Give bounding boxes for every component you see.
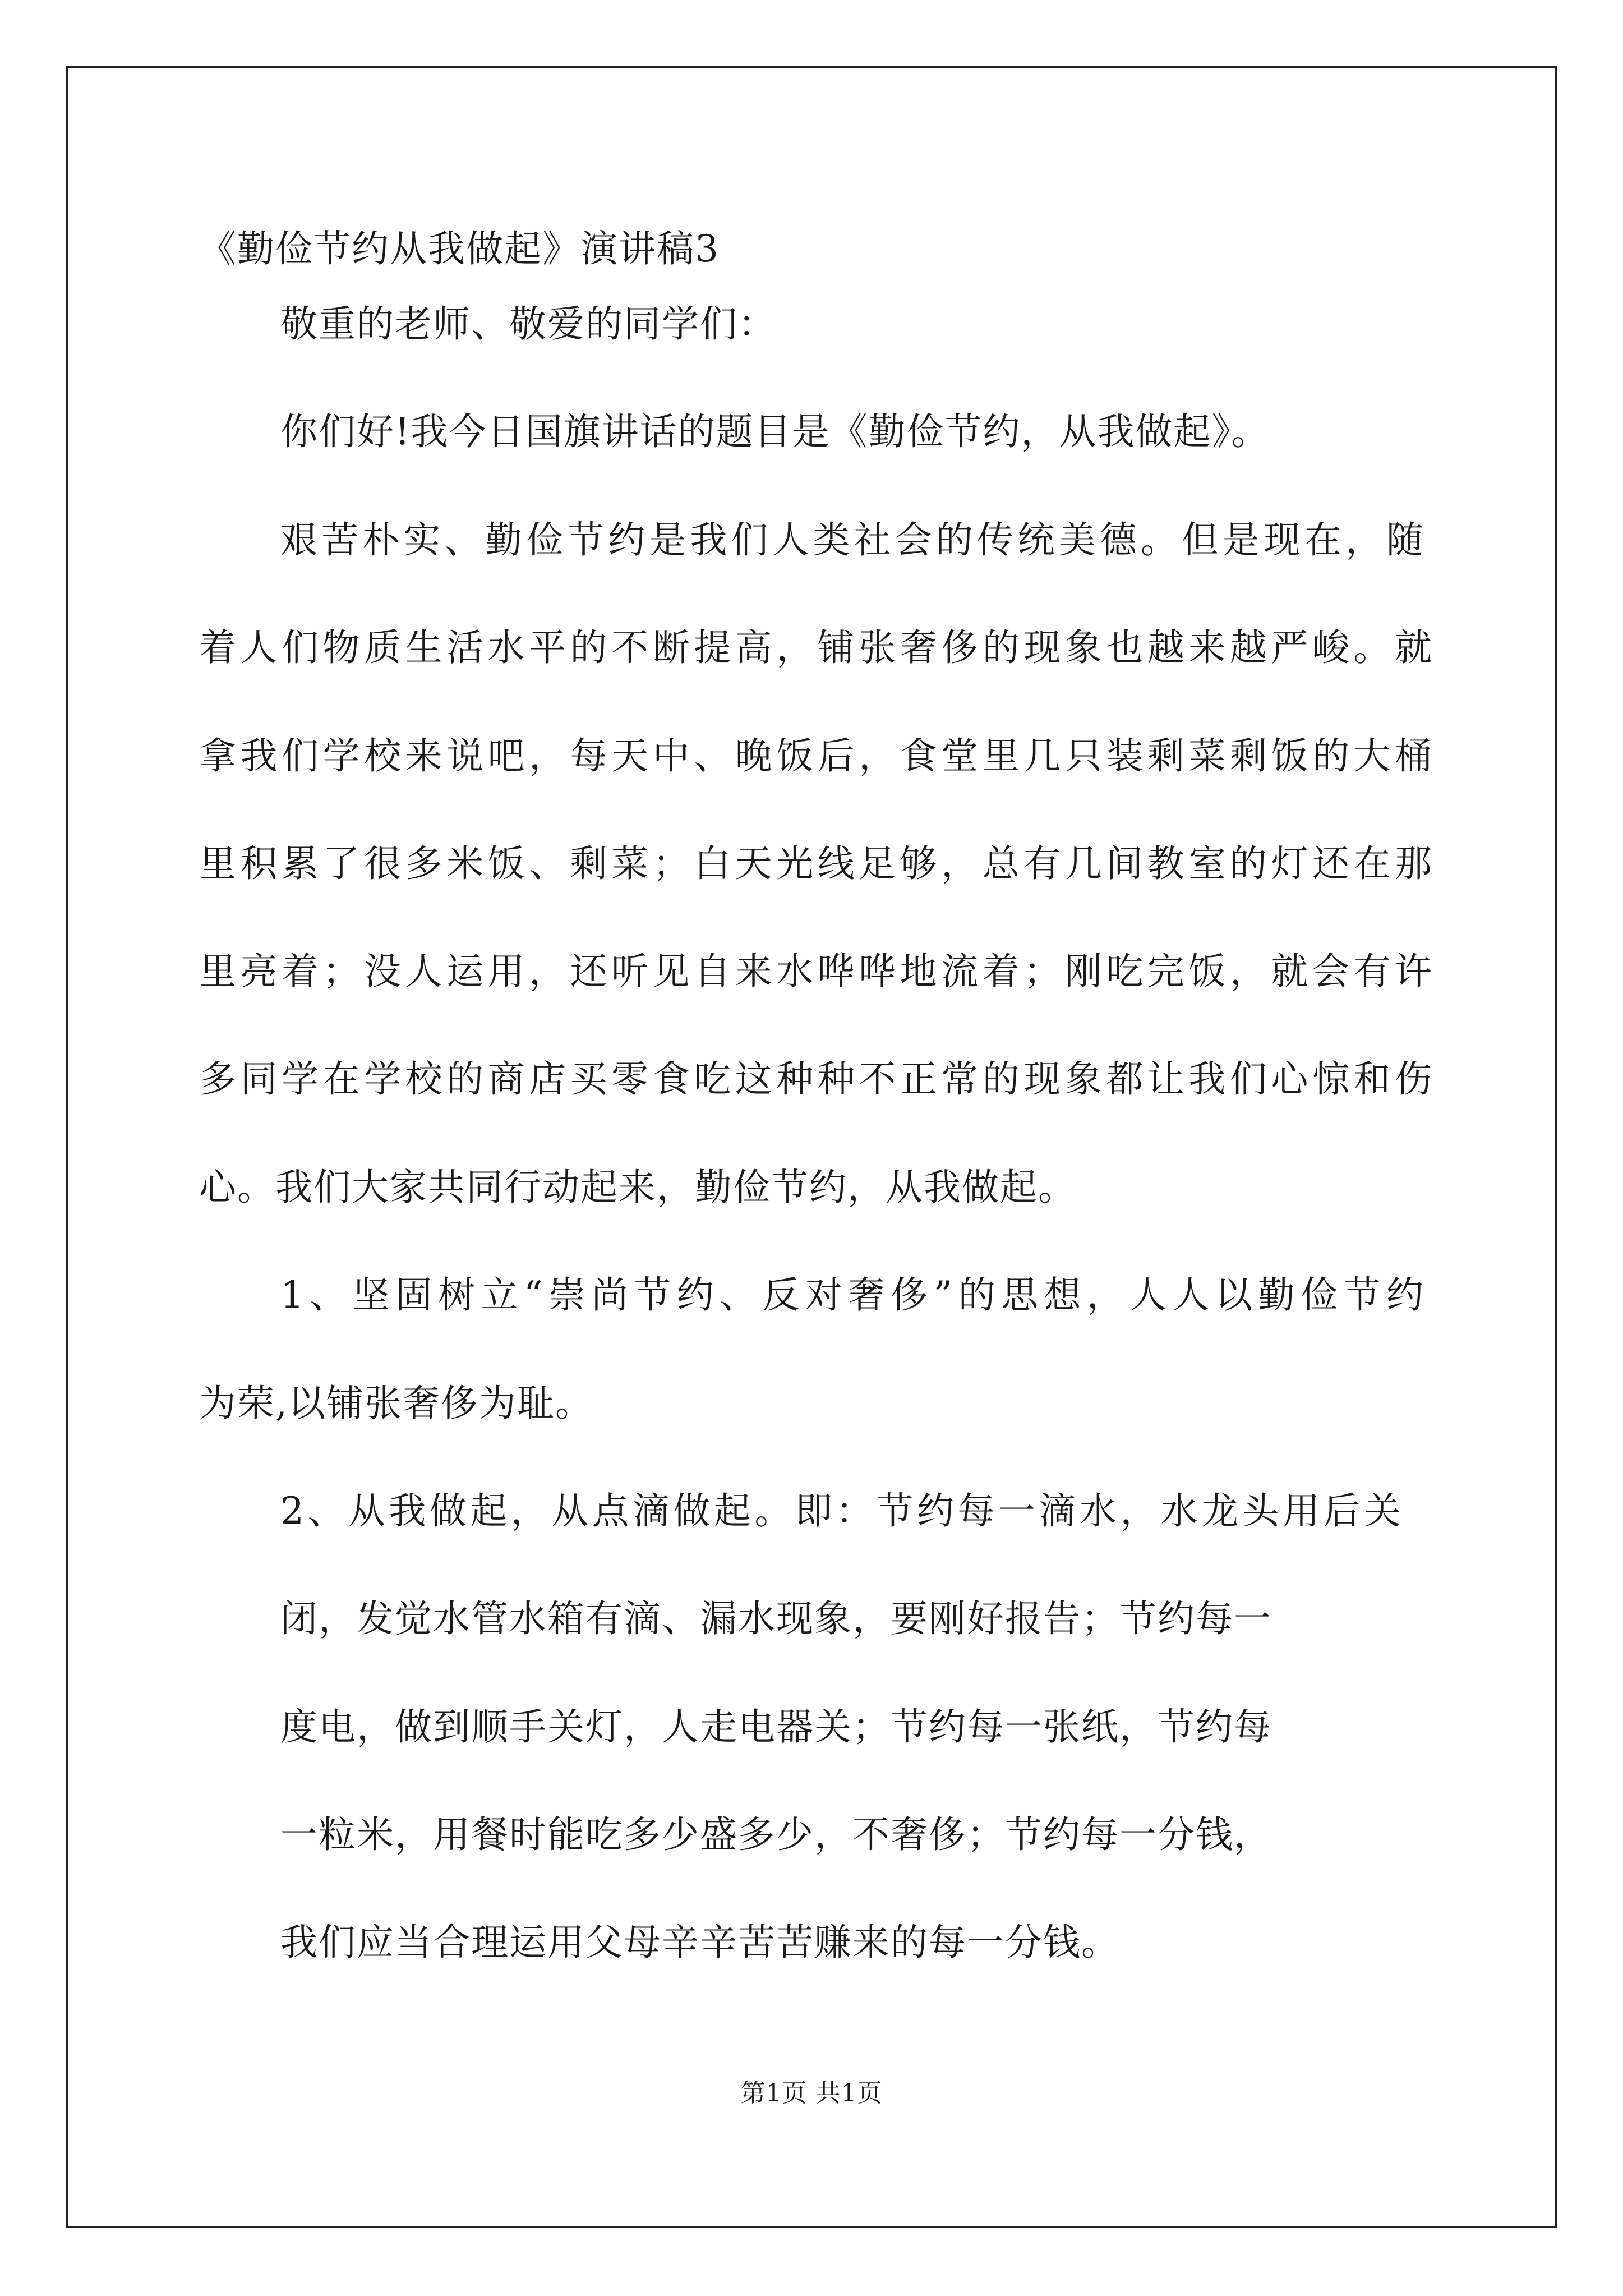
list-item-line: 1、坚固树立“崇尚节约、反对奢侈”的思想，人人以勤俭节约	[280, 1273, 1424, 1317]
list-item-line: 2、从我做起，从点滴做起。即：节约每一滴水，水龙头用后关	[280, 1489, 1402, 1533]
page-number: 第1页 共1页	[740, 2079, 883, 2108]
list-item-line: 一粒米，用餐时能吃多少盛多少，不奢侈；节约每一分钱，	[280, 1813, 1272, 1856]
paragraph-line: 多同学在学校的商店买零食吃这种种不正常的现象都让我们心惊和伤	[199, 1057, 1433, 1101]
page-border	[66, 66, 1557, 2228]
list-item-line: 我们应当合理运用父母辛辛苦苦赚来的每一分钱。	[280, 1921, 1119, 1964]
salutation: 敬重的老师、敬爱的同学们：	[280, 302, 776, 346]
list-item-line: 为荣,以铺张奢侈为耻。	[199, 1382, 593, 1425]
paragraph-line: 艰苦朴实、勤俭节约是我们人类社会的传统美德。但是现在，随	[280, 518, 1424, 562]
paragraph-line: 着人们物质生活水平的不断提高，铺张奢侈的现象也越来越严峻。就	[199, 626, 1433, 669]
paragraph-line: 拿我们学校来说吧，每天中、晚饭后，食堂里几只装剩菜剩饭的大桶	[199, 734, 1433, 777]
paragraph-line: 你们好!我今日国旗讲话的题目是《勤俭节约，从我做起》。	[280, 410, 1270, 453]
paragraph-line: 心。我们大家共同行动起来，勤俭节约，从我做起。	[199, 1166, 1076, 1209]
list-item-line: 闭，发觉水管水箱有滴、漏水现象，要刚好报告；节约每一	[280, 1597, 1272, 1640]
paragraph-line: 里积累了很多米饭、剩菜；白天光线足够，总有几间教室的灯还在那	[199, 842, 1433, 885]
list-item-line: 度电，做到顺手关灯，人走电器关；节约每一张纸，节约每	[280, 1705, 1272, 1749]
paragraph-line: 里亮着；没人运用，还听见自来水哗哗地流着；刚吃完饭，就会有许	[199, 950, 1433, 993]
document-title: 《勤俭节约从我做起》演讲稿3	[199, 227, 720, 270]
